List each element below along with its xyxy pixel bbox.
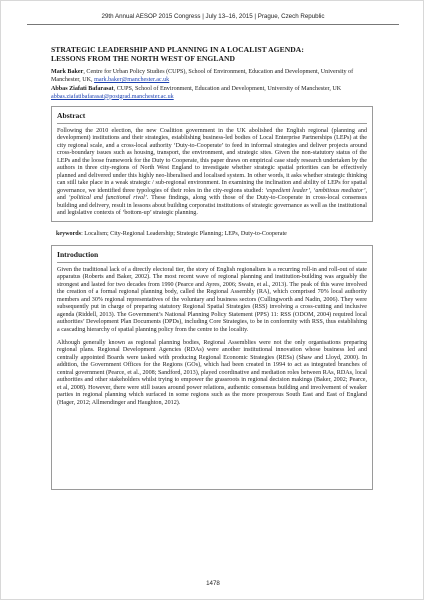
section-divider <box>57 262 367 263</box>
paper-title <box>51 45 373 63</box>
author-affiliation: , CUPS, School of Environment, Education and Development, University of Manchester, UK <box>113 86 342 93</box>
keywords-line <box>51 228 373 241</box>
author-block <box>51 69 373 101</box>
typology-expedient-leader: ‘expedient leader’ <box>264 187 310 194</box>
author-affiliation: , Centre for Urban Policy Studies (CUPS), School of Environment, Education and Development, University of Manchester, UK, <box>51 69 354 83</box>
running-header: 29th Annual AESOP 2015 Congress | July 13–16, 2015 | Prague, Czech Republic <box>101 13 325 20</box>
typology-ambitious-mediator: ‘ambitious mediator’ <box>313 187 366 194</box>
author-email-link[interactable]: abbas.ziafatibafarasat@postgrad.manchester.ac.uk <box>51 93 174 100</box>
author-email-link[interactable]: mark.baker@manchester.ac.uk <box>94 76 170 83</box>
abstract-text: Following the 2010 election, the new Coalition government in the UK abolished the English regional (planning and development) institutions and their strategies, establishing business-led bodies of Local Enterprise Partnerships (LEPs) at the city regional scale, and a cross-local authority ‘Duty-to-Cooperate’ to feed in informal strategies and deliver projects around cross-boundary issues such as housing, transport, the environment, and strategic sites. Given the non-statutory status of the LEPs and the loose framework for the Duty to Cooperate, this paper draws on empirical case study research undertaken by the authors in three city-regions of North West England to investigate whether strategic spatial priorities can be effectively planned and delivered under this highly neo-liberalised and localised system. In other words, it asks whether strategic thinking can still take place in a weak strategic / sub-regional environment. In examining the inclination and ability of LEPs for spatial governance, we identified three typologies of their roles in the city-regions studied: <box>57 128 367 194</box>
abstract-text: . These findings, along with those of the Duty-to-Cooperate in cross-local consensus building and delivery, result in lessons about building corporatist institutions of strategic governance as well as the institutional and legislative contexts of ‘bottom-up’ strategic planning. <box>57 195 367 217</box>
introduction-paragraph-1: Given the traditional lack of a directly electoral tier, the story of English regionalism is a recurring roll-in and roll-out of state apparatus (Roberts and Baker, 2002). The most recent wave of regional planning and institution-building was arguably the strongest and lasted for two decades from 1990 (Pearce and Ayres, 2006; Swain, et al., 2013). The peak of this wave involved the creation of a formal regional planning body, called the Regional Assembly (RA), which comprised 70% local authority members and 30% regional representatives of the voluntary and business sectors (Cullingworth and Nadin, 2006). They were subsequently put in charge of preparing statutory Regional Spatial Strategies (RSS) involving a cross-cutting and inclusive agenda (Riddell, 2013). The Government’s National Planning Policy Statement (PPS) 11: RSS (ODOM, 2004) required local authorities’ Development Plan Documents (DPDs), including Core Strategies, to be in conformity with RSS, thus establishing a cascading hierarchy of spatial planning policy from the centre to the locality. <box>57 266 367 333</box>
header-divider <box>27 24 399 25</box>
author-entry <box>51 86 373 101</box>
keywords-text: : Localism; City-Regional Leadership; Strategic Planning; LEPs, Duty-to-Cooperate <box>81 231 287 238</box>
author-entry <box>51 69 373 84</box>
abstract-text: , and <box>57 187 368 202</box>
introduction-paragraph-2: Although generally known as regional planning bodies, Regional Assemblies were not the only organisations preparing regional plans. Regional Development Agencies (RDAs) were another institutional innovation whose business led and centrally appointed Boards were tasked with producing Regional Economic Strategies (RESs) (Shaw and Lloyd, 2000). In addition, the Government Offices for the Regions (GOs), which had been created in 1994 to act as integrated branches of central government (Pearce, et al., 2008; Sandford, 2013), played coordinative and mediation roles between RAs, RDAs, local authorities and other stakeholders whilst trying to empower the grassroots in regional decision makings (Baker, 2002; Pearce, et al, 2008). However, there were still issues around power relations, authentic consensus building and involvement of weaker parties in regional planning which surfaced in some regions such as the more prosperous South East and East of England (Hager, 2012; Allmendinger and Haughton, 2012). <box>57 339 367 406</box>
abstract-paragraph <box>57 128 367 217</box>
page-content <box>51 45 373 490</box>
abstract-text: , <box>310 187 314 194</box>
abstract-heading: Abstract <box>57 111 86 121</box>
title-line-1: STRATEGIC LEADERSHIP AND PLANNING IN A LOCALIST AGENDA: <box>51 45 304 54</box>
author-name: Mark Baker <box>51 69 84 76</box>
page-number: 1478 <box>206 580 220 587</box>
title-line-2: LESSONS FROM THE NORTH WEST OF ENGLAND <box>51 54 236 64</box>
typology-political-rival: ‘political and functional rival’ <box>68 195 147 202</box>
section-divider <box>57 123 367 124</box>
abstract-section <box>51 106 373 222</box>
author-name: Abbas Ziafati Bafarasat <box>51 86 114 93</box>
keywords-label: keywords <box>56 231 82 238</box>
introduction-heading: Introduction <box>57 249 99 259</box>
introduction-section <box>51 245 373 490</box>
